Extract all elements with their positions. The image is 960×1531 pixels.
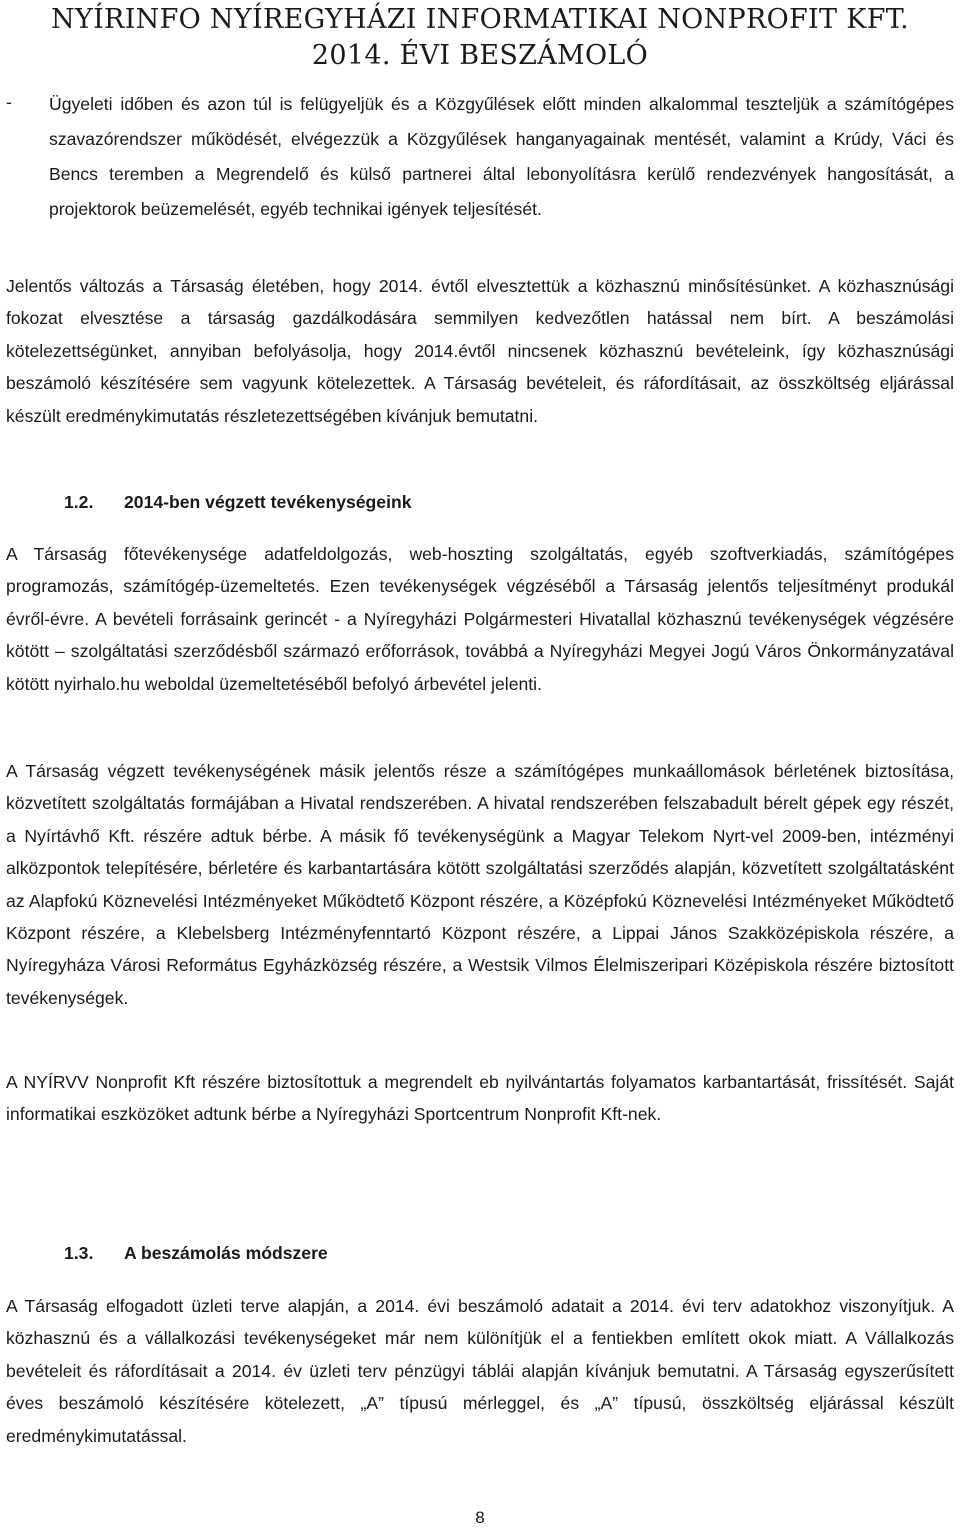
header-report-title: 2014. ÉVI BESZÁMOLÓ — [311, 40, 649, 71]
bullet-marker: - — [6, 92, 12, 112]
section-1-3-title: A beszámolás módszere — [124, 1243, 328, 1263]
paragraph-method: A Társaság elfogadott üzleti terve alapján, a 2014. évi beszámoló adatait a 2014. évi terv adatokhoz viszonyítjuk. A közhasznú és a vállalkozási tevékenységeket már nem különítjük el a fentiekben említett okok miatt. A Vállalkozás bevételeit és ráfordításait a 2014. év üzleti terv pénzügyi táblái alapján kívánjuk bemutatni. A Társaság egyszerűsített éves beszámoló készítésére kötelezett, „A” típusú mérleggel, és „A” típusú, összköltség eljárással készült eredménykimutatással. — [6, 1296, 954, 1446]
section-1-2-title: 2014-ben végzett tevékenységeink — [124, 492, 412, 512]
page-number: 8 — [475, 1508, 485, 1527]
paragraph-activities-1: A Társaság főtevékenysége adatfeldolgozás, web-hoszting szolgáltatás, egyéb szoftverkiadás, számítógépes programozás, számítógép-üzemeltetés. Ezen tevékenységek végzéséből a Társaság jelentős teljesítményt produkál évről-évre. A bevételi forrásaink gerincét - a Nyíregyházi Polgármesteri Hivatallal közhasznú tevékenységek végzésére kötött – szolgáltatási szerződésből származó erőforrások, továbbá a Nyíregyházi Megyei Jogú Város Önkormányzatával kötött nyirhalo.hu weboldal üzemeltetéséből befolyó árbevétel jelenti. — [6, 544, 954, 694]
paragraph-activities-3: A NYÍRVV Nonprofit Kft részére biztosítottuk a megrendelt eb nyilvántartás folyamatos karbantartását, frissítését. Saját informatikai eszközöket adtunk bérbe a Nyíregyházi Sportcentrum Nonprofit Kft-nek. — [6, 1072, 954, 1125]
header-company-name: NYÍRINFO NYÍREGYHÁZI INFORMATIKAI NONPROFIT KFT. — [51, 4, 909, 35]
section-1-2-number: 1.2. — [64, 492, 94, 512]
paragraph-change: Jelentős változás a Társaság életében, hogy 2014. évtől elvesztettük a közhasznú minősítésünket. A közhasznúsági fokozat elvesztése a társaság gazdálkodására semmilyen kedvezőtlen hatással nem bírt. A beszámolási kötelezettségünket, annyiban befolyásolja, hogy 2014.évtől nincsenek közhasznú bevételeink, így közhasznúsági beszámoló készítésére sem vagyunk kötelezettek. A Társaság bevételeit, és ráfordításait, az összköltség eljárással készült eredménykimutatás részletezettségében kívánjuk bemutatni. — [6, 276, 954, 426]
section-1-3-number: 1.3. — [64, 1243, 94, 1263]
paragraph-activities-2: A Társaság végzett tevékenységének másik jelentős része a számítógépes munkaállomások bérletének biztosítása, közvetített szolgáltatás formájában a Hivatal rendszerében. A hivatal rendszerében felszabadult bérelt gépek egy részét, a Nyírtávhő Kft. részére adtuk bérbe. A másik fő tevékenységünk a Magyar Telekom Nyrt-vel 2009-ben, intézményi alközpontok telepítésére, bérletére és karbantartására kötött szolgáltatási szerződés alapján, közvetített szolgáltatásként az Alapfokú Köznevelési Intézményeket Működtető Központ részére, a Középfokú Köznevelési Intézményeket Működtető Központ részére, a Klebelsberg Intézményfenntartó Központ részére, a Lippai János Szakközépiskola részére, a Nyíregyháza Városi Református Egyházközség részére, a Westsik Vilmos Élelmiszeripari Középiskola részére biztosított tevékenységek. — [6, 761, 954, 1008]
bullet-paragraph: Ügyeleti időben és azon túl is felügyeljük és a Közgyűlések előtt minden alkalommal teszteljük a számítógépes szavazórendszer működését, elvégezzük a Közgyűlések hanganyagainak mentését, valamint a Krúdy, Váci és Bencs teremben a Megrendelő és külső partnerei által lebonyolításra kerülő rendezvények hangosítását, a projektorok beüzemelését, egyéb technikai igények teljesítését. — [49, 94, 954, 219]
